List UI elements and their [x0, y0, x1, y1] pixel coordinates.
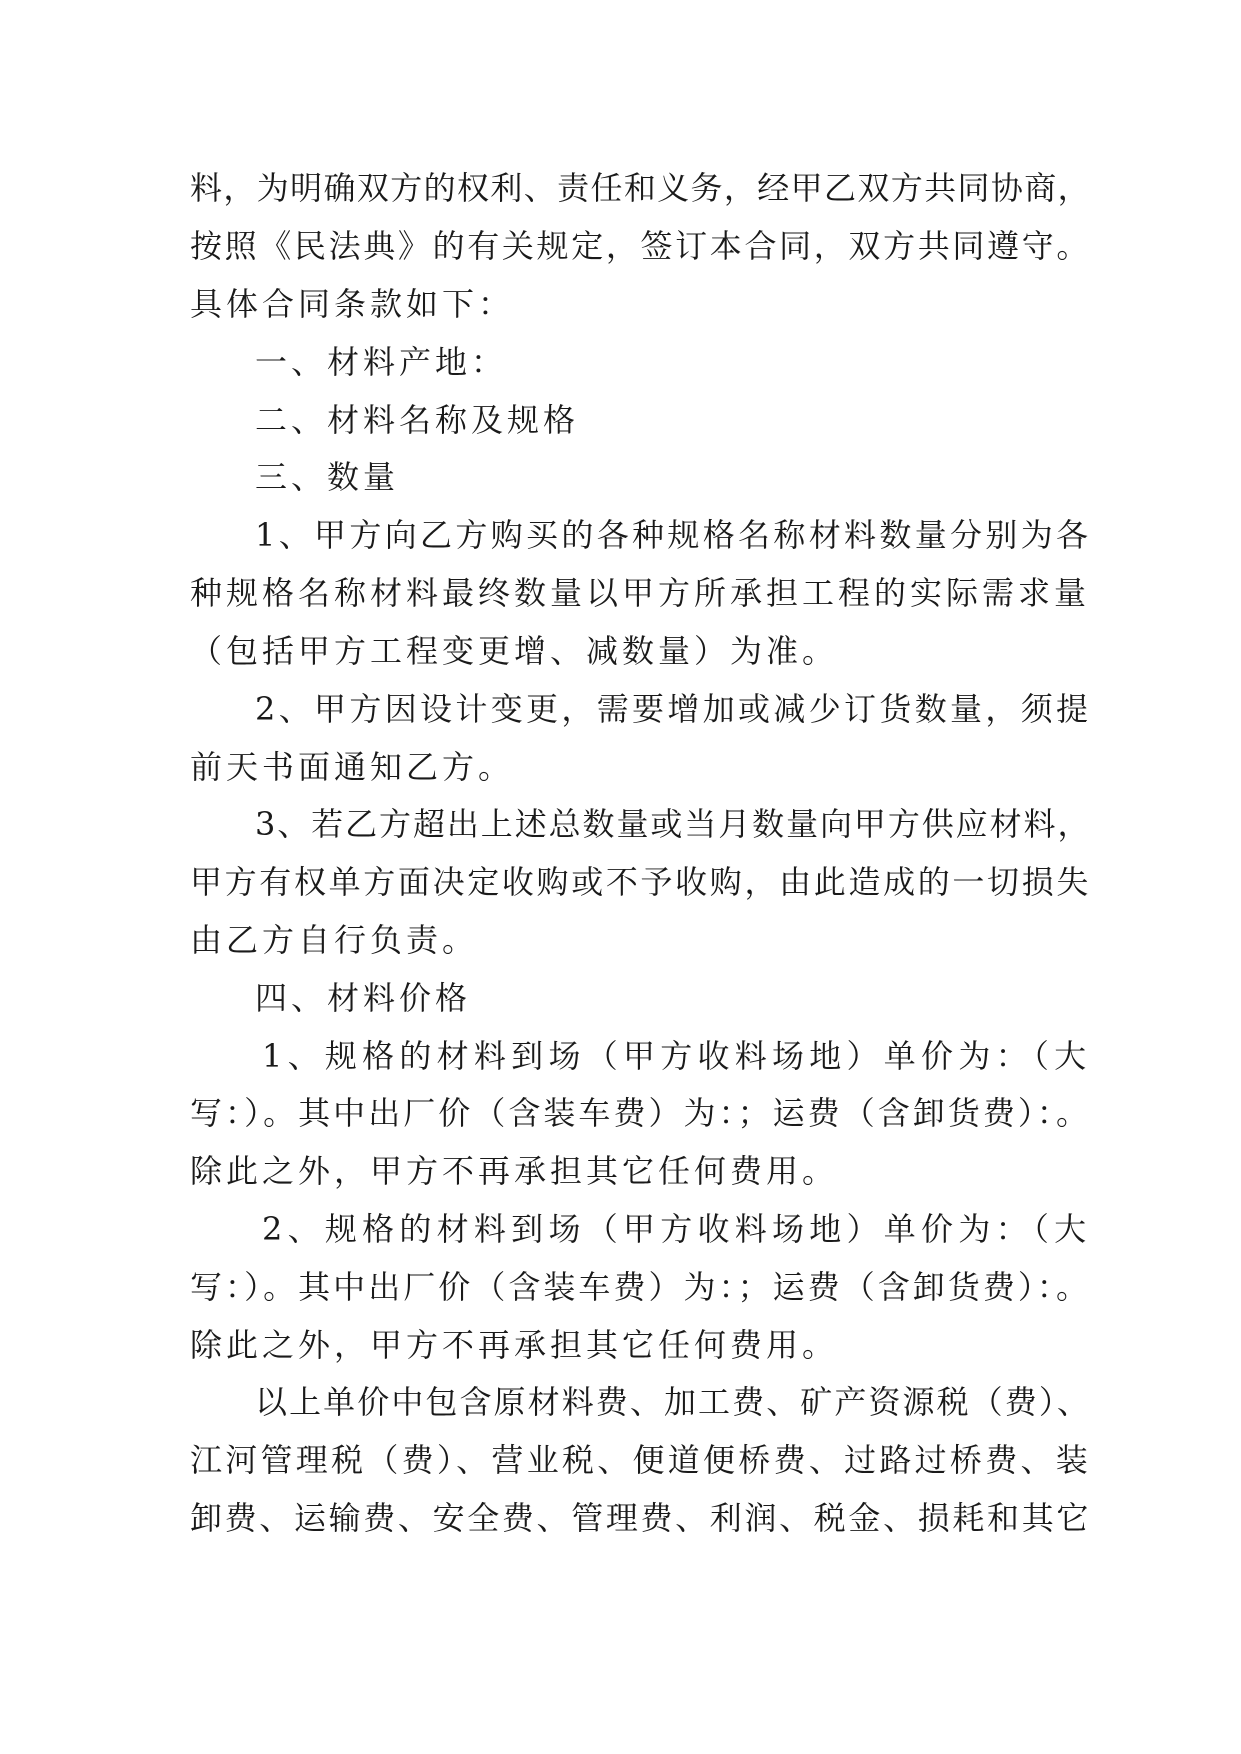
text-line: 按照《民法典》的有关规定，签订本合同，双方共同遵守。	[190, 227, 1092, 265]
paragraph-line	[0, 738, 1241, 796]
paragraph-line	[0, 275, 1241, 333]
text-line: 写：）。其中出厂价（含装车费）为：；运费（含卸货费）：。	[190, 1094, 1092, 1132]
paragraph-line	[0, 680, 1241, 738]
paragraph-line	[0, 1316, 1241, 1374]
paragraph-line	[0, 911, 1241, 969]
text-line: 江河管理税（费）、营业税、便道便桥费、过路过桥费、装	[190, 1441, 1092, 1479]
paragraph-line	[0, 795, 1241, 853]
text-line: 四、材料价格	[255, 979, 472, 1017]
paragraph-line	[0, 1431, 1241, 1489]
paragraph-line	[0, 217, 1241, 275]
paragraph-line	[0, 622, 1241, 680]
text-line: 2、甲方因设计变更，需要增加或减少订货数量，须提	[255, 690, 1092, 728]
paragraph-line	[0, 1027, 1241, 1085]
section-heading	[0, 333, 1241, 391]
paragraph-line	[0, 1084, 1241, 1142]
paragraph-line	[0, 1258, 1241, 1316]
text-line: 1、甲方向乙方购买的各种规格名称材料数量分别为各	[255, 516, 1092, 554]
text-line: 种规格名称材料最终数量以甲方所承担工程的实际需求量	[190, 574, 1091, 612]
text-line: 二、材料名称及规格	[255, 401, 580, 439]
text-line: 写：）。其中出厂价（含装车费）为：；运费（含卸货费）：。	[190, 1268, 1092, 1306]
paragraph-line	[0, 1489, 1241, 1547]
text-line: 由乙方自行负责。	[190, 921, 479, 959]
paragraph-line	[0, 1200, 1241, 1258]
paragraph-line	[0, 853, 1241, 911]
paragraph-line	[0, 564, 1241, 622]
section-heading	[0, 391, 1241, 449]
text-line: 料，为明确双方的权利、责任和义务，经甲乙双方共同协商，	[190, 169, 1092, 207]
text-line: 1、规格的材料到场（甲方收料场地）单价为：（大	[262, 1037, 1092, 1075]
text-line: 卸费、运输费、安全费、管理费、利润、税金、损耗和其它	[190, 1499, 1092, 1537]
text-line: 3、若乙方超出上述总数量或当月数量向甲方供应材料，	[255, 805, 1092, 843]
paragraph-line	[0, 159, 1241, 217]
text-line: 除此之外，甲方不再承担其它任何费用。	[190, 1326, 839, 1364]
text-line: 甲方有权单方面决定收购或不予收购，由此造成的一切损失	[190, 863, 1092, 901]
text-line: 2、规格的材料到场（甲方收料场地）单价为：（大	[262, 1210, 1092, 1248]
paragraph-line	[0, 506, 1241, 564]
text-line: 一、材料产地：	[255, 343, 508, 381]
paragraph-line	[0, 1142, 1241, 1200]
text-line: 前天书面通知乙方。	[190, 748, 515, 786]
text-line: （包括甲方工程变更增、减数量）为准。	[190, 632, 839, 670]
paragraph-line	[0, 1373, 1241, 1431]
text-line: 具体合同条款如下：	[190, 285, 515, 323]
text-line: 三、数量	[255, 458, 400, 496]
section-heading	[0, 448, 1241, 506]
section-heading	[0, 969, 1241, 1027]
text-line: 以上单价中包含原材料费、加工费、矿产资源税（费）、	[255, 1383, 1092, 1421]
text-line: 除此之外，甲方不再承担其它任何费用。	[190, 1152, 839, 1190]
